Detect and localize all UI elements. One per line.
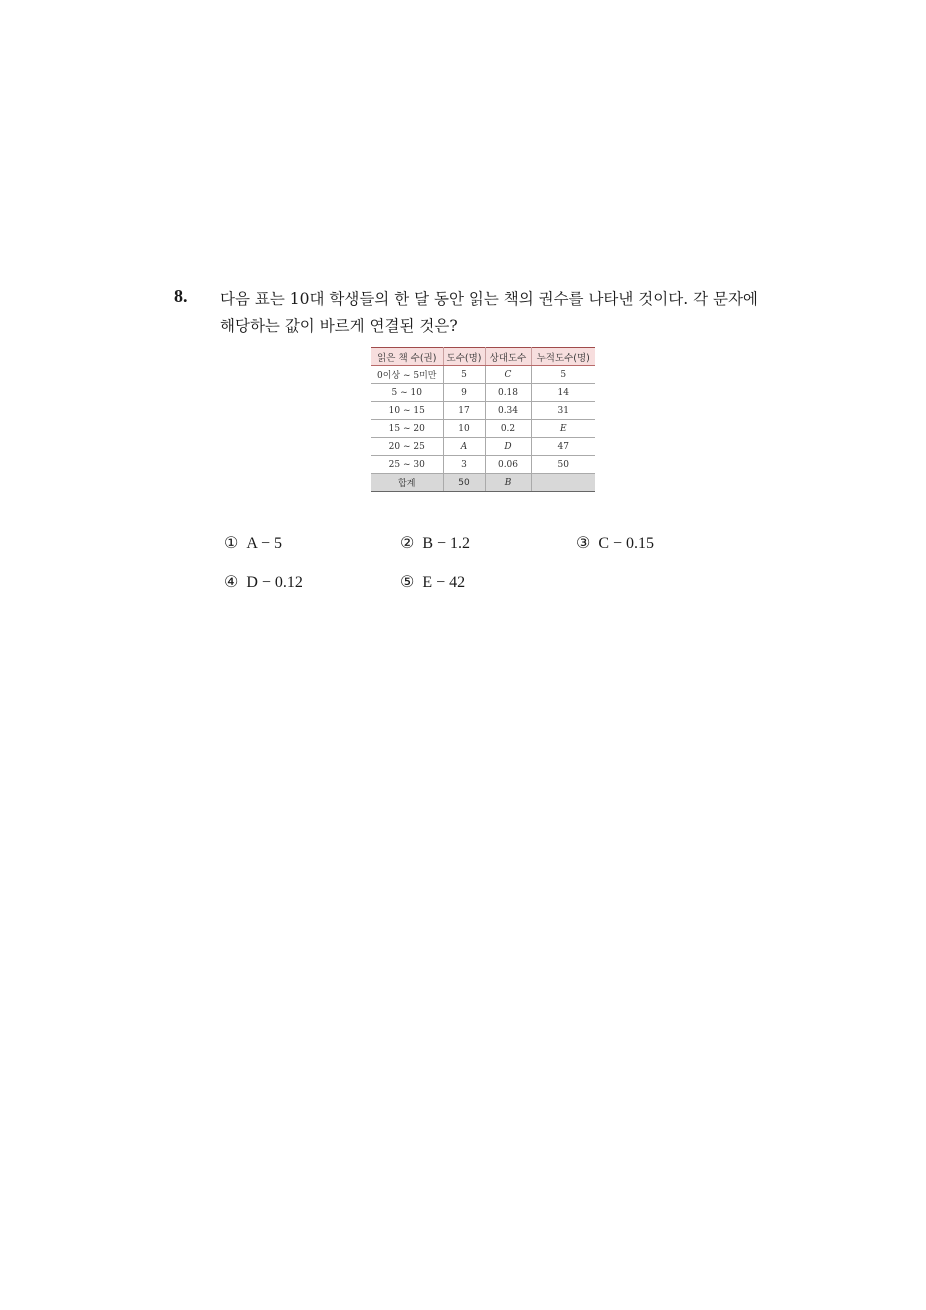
choice-4-text: D − 0.12 bbox=[246, 574, 303, 591]
cell-cumulative: 47 bbox=[531, 438, 595, 456]
choice-4[interactable] bbox=[224, 572, 303, 592]
header-books: 읽은 책 수(권) bbox=[371, 348, 443, 366]
header-relative-frequency: 상대도수 bbox=[485, 348, 531, 366]
cell-frequency: 10 bbox=[443, 420, 485, 438]
question-number: 8. bbox=[174, 286, 188, 306]
table-row bbox=[371, 456, 595, 474]
frequency-table-wrap bbox=[371, 347, 595, 492]
table-row bbox=[371, 384, 595, 402]
cell-cumulative: 5 bbox=[531, 366, 595, 384]
table-header-row bbox=[371, 348, 595, 366]
cell-class: 0이상 ~ 5미만 bbox=[371, 366, 443, 384]
table-row bbox=[371, 420, 595, 438]
choice-1-text: A − 5 bbox=[246, 535, 283, 552]
cell-relative: 0.06 bbox=[485, 456, 531, 474]
choice-3-mark: ③ bbox=[576, 535, 591, 552]
choice-2[interactable] bbox=[400, 533, 470, 553]
frequency-table bbox=[371, 347, 595, 492]
choice-2-mark: ② bbox=[400, 535, 415, 552]
table-row bbox=[371, 366, 595, 384]
header-frequency: 도수(명) bbox=[443, 348, 485, 366]
choice-3-text: C − 0.15 bbox=[598, 535, 655, 552]
table-total-row bbox=[371, 474, 595, 492]
choice-3[interactable] bbox=[576, 533, 654, 553]
cell-relative: C bbox=[485, 366, 531, 384]
choice-2-text: B − 1.2 bbox=[422, 535, 471, 552]
choice-5-mark: ⑤ bbox=[400, 574, 415, 591]
total-label: 합계 bbox=[371, 474, 443, 492]
cell-cumulative: 31 bbox=[531, 402, 595, 420]
cell-relative: 0.34 bbox=[485, 402, 531, 420]
cell-relative: 0.18 bbox=[485, 384, 531, 402]
cell-cumulative: 14 bbox=[531, 384, 595, 402]
question-line-1: 다음 표는 10대 학생들의 한 달 동안 읽는 책의 권수를 나타낸 것이다. 각 문자에 bbox=[220, 290, 758, 308]
cell-class: 5 ~ 10 bbox=[371, 384, 443, 402]
total-relative: B bbox=[485, 474, 531, 492]
table-row bbox=[371, 438, 595, 456]
choice-4-mark: ④ bbox=[224, 574, 239, 591]
choice-1[interactable] bbox=[224, 533, 282, 553]
cell-relative: 0.2 bbox=[485, 420, 531, 438]
total-cumulative bbox=[531, 474, 595, 492]
cell-frequency: 17 bbox=[443, 402, 485, 420]
question-text bbox=[220, 286, 780, 340]
choice-5[interactable] bbox=[400, 572, 465, 592]
cell-class: 20 ~ 25 bbox=[371, 438, 443, 456]
choice-5-text: E − 42 bbox=[422, 574, 466, 591]
table-row bbox=[371, 402, 595, 420]
cell-frequency: 9 bbox=[443, 384, 485, 402]
cell-relative: D bbox=[485, 438, 531, 456]
cell-class: 25 ~ 30 bbox=[371, 456, 443, 474]
cell-frequency: A bbox=[443, 438, 485, 456]
cell-class: 15 ~ 20 bbox=[371, 420, 443, 438]
total-frequency: 50 bbox=[443, 474, 485, 492]
header-cumulative-frequency: 누적도수(명) bbox=[531, 348, 595, 366]
cell-class: 10 ~ 15 bbox=[371, 402, 443, 420]
cell-frequency: 3 bbox=[443, 456, 485, 474]
cell-cumulative: E bbox=[531, 420, 595, 438]
cell-frequency: 5 bbox=[443, 366, 485, 384]
cell-cumulative: 50 bbox=[531, 456, 595, 474]
question-line-2: 해당하는 값이 바르게 연결된 것은? bbox=[220, 317, 458, 335]
choice-1-mark: ① bbox=[224, 535, 239, 552]
